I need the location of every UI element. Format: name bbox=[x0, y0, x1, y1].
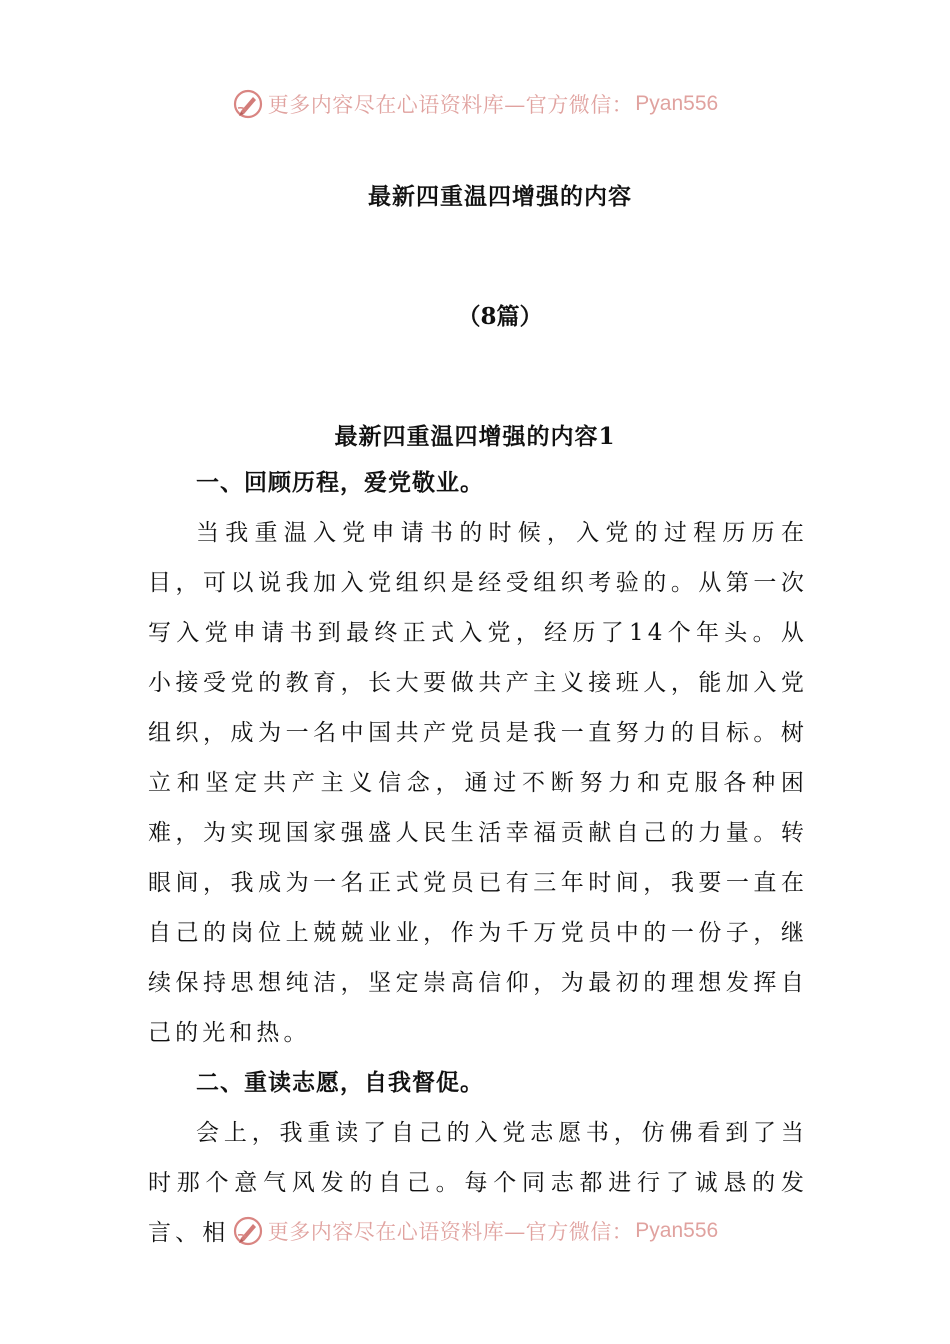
section-title: 最新四重温四增强的内容1 bbox=[334, 423, 616, 450]
watermark-footer bbox=[0, 1211, 950, 1251]
pen-logo-icon bbox=[232, 1215, 264, 1247]
section-heading-1: 一、回顾历程，爱党敬业。 bbox=[196, 469, 484, 496]
document-title: 最新四重温四增强的内容 bbox=[368, 183, 632, 210]
watermark-text: 更多内容尽在心语资料库—官方微信： bbox=[267, 93, 634, 117]
watermark-header bbox=[0, 84, 950, 124]
watermark-handle: Pyan556 bbox=[635, 92, 719, 115]
document-count: （8篇） bbox=[457, 303, 543, 330]
pen-logo-icon bbox=[232, 88, 264, 120]
section-heading-2: 二、重读志愿，自我督促。 bbox=[196, 1069, 484, 1096]
watermark-text: 更多内容尽在心语资料库—官方微信： bbox=[267, 1220, 634, 1244]
document-body bbox=[148, 458, 808, 1258]
watermark-handle: Pyan556 bbox=[635, 1219, 719, 1242]
section-paragraph-1: 当我重温入党申请书的时候，入党的过程历历在目，可以说我加入党组织是经受组织考验的。从第一次写入党申请书到最终正式入党，经历了14个年头。从小接受党的教育，长大要做共产主义接班人，能加入党组织，成为一名中国共产党员是我一直努力的目标。树立和坚定共产主义信念，通过不断努力和克服各种困难，为实现国家强盛人民生活幸福贡献自己的力量。转眼间，我成为一名正式党员已有三年时间，我要一直在自己的岗位上兢兢业业，作为千万党员中的一份子，继续保持思想纯洁，坚定崇高信仰，为最初的理想发挥自己的光和热。 bbox=[148, 520, 808, 1046]
section-paragraph-2: 会上，我重读了自己的入党志愿书，仿佛看到了当时那个意气风发的自己。每个同志都进行了诚恳的发言、相 bbox=[148, 1120, 808, 1246]
